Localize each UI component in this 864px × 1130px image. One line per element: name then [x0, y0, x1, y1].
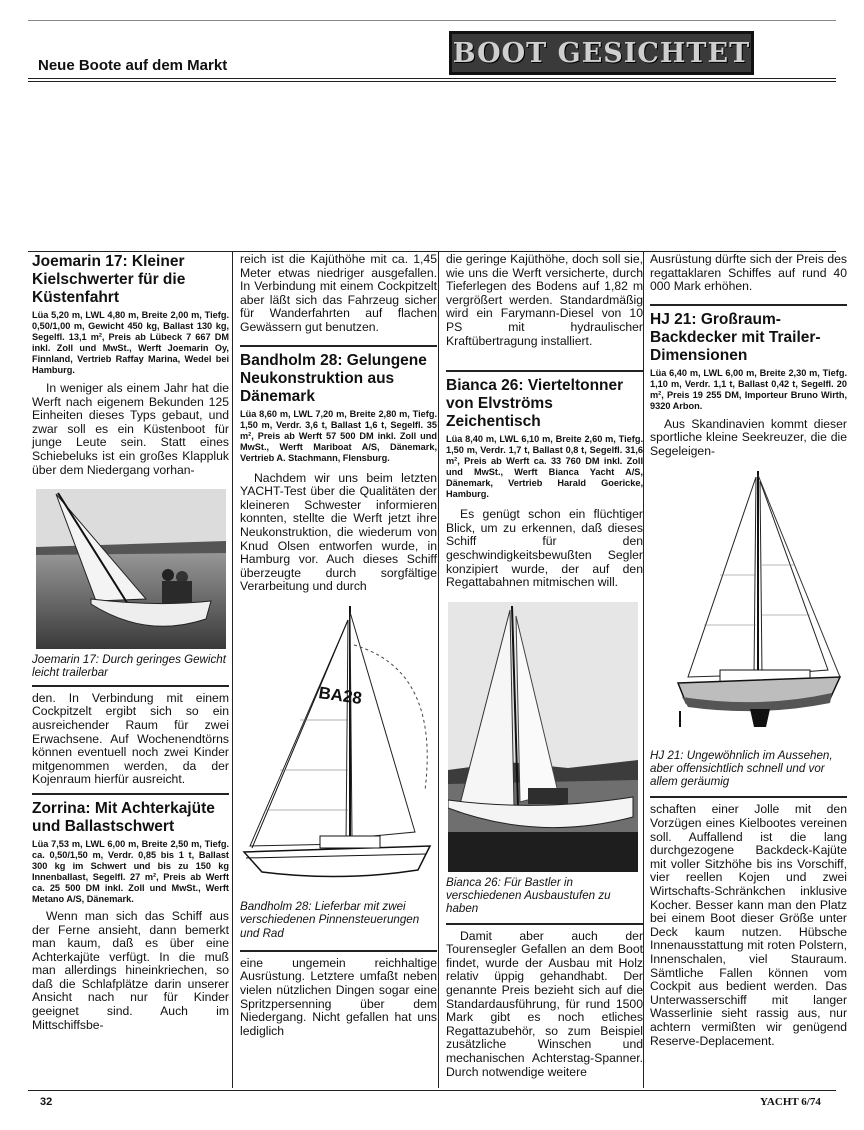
- bandholm-text-2: eine ungemein reichhaltige Ausrüstung. Letztere umfaßt neben vielen nützlichen Dingen sogar eine Spritzpersenning über dem Niedergang. Nicht gefallen hat uns lediglich: [240, 955, 437, 1038]
- caption-rule: [240, 950, 437, 952]
- hj21-text: Aus Skandinavien kommt dieser sportliche kleine Seekreuzer, die die Segeleigen-: [650, 416, 847, 458]
- bianca-specs: Lüa 8,40 m, LWL 6,10 m, Breite 2,60 m, Tiefg. 1,50 m, Verdr. 1,7 t, Ballast 0,8 t, Segelfl. 31,6 m², Preis ab Werft ca. 33 760 DM inkl. Zoll und MwSt., Werft Bianca Yacht A/S, Dänemark, Vertrieb Harald Goericke, Hamburg.: [446, 434, 643, 500]
- header-rule: [28, 78, 836, 79]
- joemarin-caption: Joemarin 17: Durch geringes Gewicht leicht trailerbar: [32, 653, 226, 680]
- article-rule: [650, 304, 847, 306]
- article-rule: [32, 793, 229, 795]
- zorrina-title: Zorrina: Mit Achterkajüte und Ballastschwert: [32, 799, 215, 835]
- zorrina-continued: reich ist die Kajüthöhe mit ca. 1,45 Meter etwas niedriger ausgefallen. In Verbindung mit einem Cockpitzelt aber läßt sich das Fahrzeug sicher für Wanderfahrten auf flachen Gewässern gut benutzen.: [240, 252, 437, 334]
- column-2: [240, 253, 437, 1038]
- hj21-title: HJ 21: Großraum-Backdecker mit Trailer-Dimensionen: [650, 310, 821, 364]
- bianca-continued: Ausrüstung dürfte sich der Preis des regattaklaren Schiffes auf rund 40 000 Mark erhöhen.: [650, 252, 847, 294]
- bandholm-continued: die geringe Kajüthöhe, doch soll sie, wie uns die Werft versicherte, durch Tieferlegen des Bodens auf 1,82 m vergrößert werden. Standardmäßig wird ein Farymann-Diesel von 10 PS mit hydraulischer Kraftübertragung installiert.: [446, 252, 643, 348]
- bandholm-caption: Bandholm 28: Lieferbar mit zwei verschiedenen Pinnensteuerungen und Rad: [240, 899, 420, 940]
- joemarin-title: Joemarin 17: Kleiner Kielschwerter für die Küstenfahrt: [32, 253, 186, 306]
- section-title: Neue Boote auf dem Markt: [38, 57, 228, 74]
- bandholm-title: Bandholm 28: Gelungene Neukonstruktion aus Dänemark: [240, 351, 427, 405]
- top-rule: [28, 20, 836, 21]
- bandholm-specs: Lüa 8,60 m, LWL 7,20 m, Breite 2,80 m, Tiefg. 1,50 m, Verdr. 3,6 t, Ballast 1,6 t, Segelfl. 35 m², Preis ab Werft 57 500 DM inkl. Zoll und MwSt., Werft Mariboat A/S, Dänemark, Vertrieb A. Stachmann, Flensburg.: [240, 408, 437, 463]
- hj21-text-2: schaften einer Jolle mit den Vorzügen eines Kielbootes vereinen soll. Auffallend ist die lang durchgezogene Backdeck-Kajüte mit voller Sitzhöhe bis ins Vorschiff, vier reellen Kojen und zwei Wirtschafts-Schränkchen inklusive Kocher. Besser kann man den Platz bei einem Boot dieser Größe unter Deck kaum nutzen. Hübsche Innenausstattung mit roten Polstern, Innenschalen, viel Stauraum. Sämtliche Fallen können vom Cockpit aus bedient werden. Das Unterwasserschiff mit langer Wasserlinie sieht rassig aus, nur achtern vermißten wir genügend Reserve-Deplacement.: [650, 802, 847, 1048]
- article-rule: [240, 345, 437, 347]
- caption-rule: [32, 685, 229, 687]
- bandholm-drawing: [240, 600, 435, 898]
- zorrina-specs: Lüa 7,53 m, LWL 6,00 m, Breite 2,50 m, Tiefg. ca. 0,50/1,50 m, Verdr. 0,85 bis 1 t, Ballast 300 kg im Schwert und bis zu 150 kg Innenballast, Segelfl. 27 m², Preis ab Werft ca. 25 500 DM inkl. Zoll und MwSt., Werft Metano A/S, Dänemark.: [32, 838, 229, 904]
- column-divider: [643, 251, 644, 1088]
- joemarin-specs: Lüa 5,20 m, LWL 4,80 m, Breite 2,00 m, Tiefg. 0,50/1,00 m, Gewicht 450 kg, Ballast 130 kg, Segelfl. 13,1 m², Preis ab Lübeck 7 667 DM inkl. Zoll und MwSt., Werft Joemarin Oy, Finnland, Vertrieb Raffay Marina, Wedel bei Hamburg.: [32, 310, 229, 375]
- hj21-specs: Lüa 6,40 m, LWL 6,00 m, Breite 2,30 m, Tiefg. 1,10 m, Verdr. 1,1 t, Ballast 0,42 t, Segelfl. 20 m², Preis 19 255 DM, Importeur Bruno Wirth, 9320 Arbon.: [650, 367, 847, 411]
- caption-rule: [650, 796, 847, 798]
- page-number: 32: [40, 1096, 53, 1108]
- issue-label: YACHT 6/74: [760, 1096, 821, 1108]
- hj21-caption: HJ 21: Ungewöhnlich im Aussehen, aber offensichtlich schnell und vor allem geräumig: [650, 748, 833, 789]
- sail-number: BA28: [317, 683, 364, 708]
- bianca-text: Es genügt schon ein flüchtiger Blick, um zu erkennen, daß dieses Schiff für den geschwindigkeitsbewußten Segler konzipiert wurde, der auf den Regattabahnen mitmischen will.: [446, 507, 643, 590]
- bianca-title: Bianca 26: Vierteltonner von Elvströms Zeichentisch: [446, 377, 624, 431]
- bottom-rule: [28, 1090, 836, 1091]
- column-1: [32, 253, 229, 1032]
- bianca-text-2: Damit aber auch der Tourensegler Gefallen an dem Boot findet, wurde der Ausbau mit Holz relativ üppig gehandhabt. Der genannte Preis bezieht sich auf die Standardausführung, für rund 1500 Mark gibt es noch etliches Regattazubehör, so zum Beispiel zusätzliche Winschen und mechanischen Achterstag-Spanner. Durch notwendige weitere: [446, 928, 643, 1079]
- column-4: [650, 253, 847, 1048]
- bianca-caption: Bianca 26: Für Bastler in verschiedenen Ausbaustufen zu haben: [446, 875, 611, 916]
- column-3: [446, 253, 643, 1079]
- bianca-photo: [448, 602, 638, 872]
- column-divider: [438, 251, 439, 1088]
- column-divider: [232, 251, 233, 1088]
- joemarin-photo: [36, 489, 226, 649]
- joemarin-text: In weniger als einem Jahr hat die Werft nach eigenem Bekunden 125 Einheiten dieses Typs gebaut, und zwar soll es ein Küstenboot für junge Leute sein. Statt eines Schiebeluks ist ein großes Klappluk über dem Niedergang vorhan-: [32, 381, 229, 477]
- boot-gesichtet-logo: BOOT GESICHTET: [449, 31, 754, 75]
- hj21-drawing: [650, 465, 845, 745]
- bandholm-text: Nachdem wir uns beim letzten YACHT-Test über die Qualitäten der kleineren Schwester informieren konnten, stellte die Werft jetzt ihre Neukonstruktion, die wiederum von Knud Olsen entworfen wurde, in Hamburg vor. Auch dieses Schiff überzeugte durch sorgfältige Verarbeitung und durch: [240, 470, 437, 594]
- zorrina-text: Wenn man sich das Schiff aus der Ferne ansieht, dann bemerkt man kaum, daß es über eine Achterkajüte verfügt. In die muß man allerdings hineinkriechen, so daß die Schlafplätze darin unserer Ansicht nach nur für Kinder geeignet sind. Auch im Mittschiffsbe-: [32, 908, 229, 1032]
- caption-rule: [446, 923, 643, 925]
- article-rule: [446, 370, 643, 372]
- joemarin-text-2: den. In Verbindung mit einem Cockpitzelt ergibt sich so ein ausreichender Raum für zwei Erwachsene. Auf Wochenendtörns können eventuell noch zwei Kinder mitgenommen werden, da der Kojenraum hierfür ausreicht.: [32, 690, 229, 787]
- header-rule-2: [28, 81, 836, 82]
